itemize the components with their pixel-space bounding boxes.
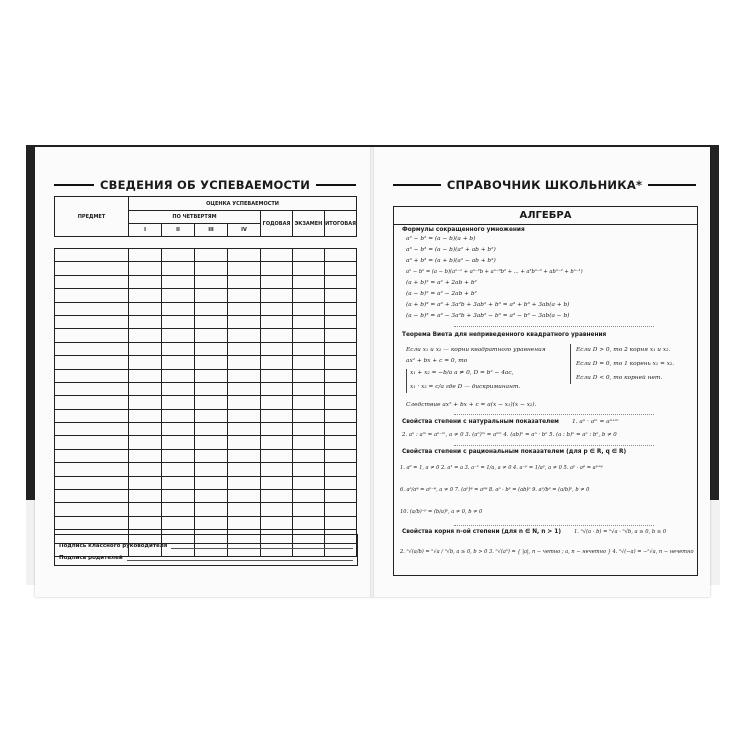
- grade-cell[interactable]: [195, 342, 228, 355]
- grade-cell[interactable]: [129, 503, 162, 516]
- sec2-line: ax² + bx + c = 0, то: [406, 358, 468, 364]
- vieta-brace: [406, 369, 407, 393]
- grade-cell[interactable]: [129, 302, 162, 315]
- grade-cell[interactable]: [228, 476, 261, 489]
- grade-cell[interactable]: [195, 275, 228, 288]
- grade-cell[interactable]: [325, 423, 357, 436]
- sec3-line: 2. aⁿ : aᵐ = aⁿ⁻ᵐ, a ≠ 0 3. (aⁿ)ᵐ = aⁿᵐ 4. (ab)ⁿ = aⁿ · bⁿ 5. (a : b)ⁿ = aⁿ : bⁿ, b ≠ 0: [402, 432, 617, 438]
- grade-cell[interactable]: [162, 463, 195, 476]
- grade-cell[interactable]: [162, 516, 195, 529]
- grade-cell[interactable]: [325, 369, 357, 382]
- grade-cell[interactable]: [293, 396, 325, 409]
- grade-cell[interactable]: [129, 409, 162, 422]
- sec2-right-line: Если D < 0, то корней нет.: [576, 375, 663, 381]
- grade-cell[interactable]: [162, 249, 195, 262]
- subject-cell[interactable]: [55, 315, 129, 328]
- signature-teacher-label: Подпись классного руководителя: [59, 543, 168, 549]
- grade-row: [55, 409, 357, 422]
- sec5-inline: 1. ⁿ√(a · b) = ⁿ√a · ⁿ√b, a ≥ 0, b ≥ 0: [574, 529, 667, 535]
- grade-cell[interactable]: [195, 516, 228, 529]
- grade-cell[interactable]: [293, 302, 325, 315]
- grade-cell[interactable]: [293, 275, 325, 288]
- grade-cell[interactable]: [195, 409, 228, 422]
- grade-cell[interactable]: [261, 275, 293, 288]
- grade-cell[interactable]: [261, 329, 293, 342]
- grade-row: [55, 302, 357, 315]
- grade-cell[interactable]: [228, 423, 261, 436]
- grade-cell[interactable]: [325, 249, 357, 262]
- sec4-line: 1. a⁰ = 1, a ≠ 0 2. a¹ = a 3. a⁻¹ = 1/a, a ≠ 0 4. a⁻ᵖ = 1/aᵖ, a ≠ 0 5. aᵖ · aᵠ = aᵖ⁺ᵠ: [400, 465, 603, 471]
- grade-cell[interactable]: [261, 449, 293, 462]
- grade-cell[interactable]: [162, 289, 195, 302]
- grade-row: [55, 490, 357, 503]
- sec1-formula: (a + b)² = a² + 2ab + b²: [406, 280, 477, 286]
- grade-cell[interactable]: [293, 356, 325, 369]
- grade-cell[interactable]: [129, 329, 162, 342]
- subject-cell[interactable]: [55, 463, 129, 476]
- col-final: ИТОГОВАЯ: [325, 211, 357, 237]
- grade-cell[interactable]: [195, 382, 228, 395]
- signature-box: [54, 534, 358, 566]
- grade-cell[interactable]: [195, 463, 228, 476]
- grade-row: [55, 275, 357, 288]
- sec4-title: Свойства степени с рациональным показателем (для p ∈ R, q ∈ R): [402, 449, 627, 455]
- grade-cell[interactable]: [228, 436, 261, 449]
- grade-row: [55, 396, 357, 409]
- grades-table-body: [55, 249, 357, 557]
- grade-cell[interactable]: [129, 423, 162, 436]
- grade-cell[interactable]: [228, 396, 261, 409]
- grade-cell[interactable]: [261, 302, 293, 315]
- grade-cell[interactable]: [129, 289, 162, 302]
- grade-row: [55, 436, 357, 449]
- grade-cell[interactable]: [162, 503, 195, 516]
- col-yearly: ГОДОВАЯ: [261, 211, 293, 237]
- sec1-formula: a³ − b³ = (a − b)(a² + ab + b²): [406, 247, 496, 253]
- sec4-line: 6. aᵖ/aᵠ = aᵖ⁻ᵠ, a ≠ 0 7. (aᵖ)ᵠ = aᵖᵠ 8. aᵖ · bᵖ = (ab)ᵖ 9. aᵖ/bᵖ = (a/b)ᵖ, b ≠ 0: [400, 487, 590, 493]
- subject-cell[interactable]: [55, 275, 129, 288]
- grade-cell[interactable]: [228, 342, 261, 355]
- grade-cell[interactable]: [261, 382, 293, 395]
- subject-cell[interactable]: [55, 382, 129, 395]
- grade-cell[interactable]: [195, 476, 228, 489]
- grade-cell[interactable]: [293, 409, 325, 422]
- grade-row: [55, 342, 357, 355]
- grades-table: [54, 196, 357, 557]
- grade-cell[interactable]: [261, 369, 293, 382]
- grade-cell[interactable]: [228, 490, 261, 503]
- grade-cell[interactable]: [228, 262, 261, 275]
- grade-cell[interactable]: [325, 342, 357, 355]
- grade-cell[interactable]: [325, 275, 357, 288]
- grade-cell[interactable]: [228, 302, 261, 315]
- grade-cell[interactable]: [325, 262, 357, 275]
- sec1-formula: (a + b)³ = a³ + 3a²b + 3ab² + b³ = a³ + b³ + 3ab(a + b): [406, 302, 570, 308]
- grade-cell[interactable]: [261, 476, 293, 489]
- grade-cell[interactable]: [228, 289, 261, 302]
- subject-cell[interactable]: [55, 490, 129, 503]
- grade-cell[interactable]: [261, 503, 293, 516]
- grade-cell[interactable]: [162, 449, 195, 462]
- grade-cell[interactable]: [261, 490, 293, 503]
- grade-row: [55, 449, 357, 462]
- grade-cell[interactable]: [129, 369, 162, 382]
- signature-teacher-row: [59, 539, 353, 549]
- grade-cell[interactable]: [261, 289, 293, 302]
- grade-cell[interactable]: [228, 449, 261, 462]
- subject-cell[interactable]: [55, 409, 129, 422]
- grade-row: [55, 516, 357, 529]
- signature-parents-label: Подпись родителей: [59, 555, 123, 561]
- grade-cell[interactable]: [293, 369, 325, 382]
- grade-cell[interactable]: [162, 409, 195, 422]
- grade-cell[interactable]: [325, 516, 357, 529]
- subject-cell[interactable]: [55, 262, 129, 275]
- grade-cell[interactable]: [129, 476, 162, 489]
- sec3-title: Свойства степени с натуральным показателем: [402, 419, 559, 425]
- grade-cell[interactable]: [261, 436, 293, 449]
- grade-cell[interactable]: [261, 423, 293, 436]
- sec1-formula: aⁿ − bⁿ = (a − b)(aⁿ⁻¹ + aⁿ⁻²b + aⁿ⁻³b² + ... + a²bⁿ⁻³ + abⁿ⁻² + bⁿ⁻¹): [406, 269, 583, 275]
- sec1-formula: (a − b)² = a² − 2ab + b²: [406, 291, 477, 297]
- grade-cell[interactable]: [325, 356, 357, 369]
- subject-cell[interactable]: [55, 476, 129, 489]
- grade-cell[interactable]: [325, 289, 357, 302]
- sec2-line: Если x₁ и x₂ — корни квадратного уравнения: [406, 347, 546, 353]
- grade-cell[interactable]: [195, 289, 228, 302]
- grade-cell[interactable]: [195, 396, 228, 409]
- grade-cell[interactable]: [293, 423, 325, 436]
- grade-row: [55, 369, 357, 382]
- grade-cell[interactable]: [261, 356, 293, 369]
- subject-cell[interactable]: [55, 449, 129, 462]
- sec5-title: Свойства корня n-ой степени (для n ∈ N, n > 1): [402, 529, 561, 535]
- grade-cell[interactable]: [195, 503, 228, 516]
- grade-cell[interactable]: [129, 315, 162, 328]
- subject-cell[interactable]: [55, 302, 129, 315]
- grade-cell[interactable]: [293, 329, 325, 342]
- grade-cell[interactable]: [195, 436, 228, 449]
- grade-cell[interactable]: [195, 423, 228, 436]
- grade-row: [55, 356, 357, 369]
- subject-cell[interactable]: [55, 396, 129, 409]
- grade-cell[interactable]: [325, 449, 357, 462]
- sec1-title: Формулы сокращенного умножения: [402, 227, 525, 233]
- grade-row: [55, 289, 357, 302]
- grade-cell[interactable]: [195, 449, 228, 462]
- grade-cell[interactable]: [162, 382, 195, 395]
- grade-cell[interactable]: [261, 315, 293, 328]
- sec2-title: Теорема Виета для неприведенного квадратного уравнения: [402, 332, 607, 338]
- subject-cell[interactable]: [55, 423, 129, 436]
- grade-cell[interactable]: [261, 262, 293, 275]
- col-exam: ЭКЗАМЕН: [293, 211, 325, 237]
- grade-cell[interactable]: [325, 503, 357, 516]
- grade-cell[interactable]: [325, 382, 357, 395]
- grade-cell[interactable]: [228, 382, 261, 395]
- col-grade-group: ОЦЕНКА УСПЕВАЕМОСТИ: [129, 197, 357, 211]
- grade-cell[interactable]: [325, 315, 357, 328]
- signature-parents-line[interactable]: [127, 559, 353, 561]
- grade-cell[interactable]: [293, 449, 325, 462]
- grade-cell[interactable]: [325, 476, 357, 489]
- grade-cell[interactable]: [325, 436, 357, 449]
- grade-cell[interactable]: [293, 463, 325, 476]
- subject-cell[interactable]: [55, 329, 129, 342]
- grade-cell[interactable]: [228, 329, 261, 342]
- grade-cell[interactable]: [195, 315, 228, 328]
- grade-cell[interactable]: [228, 463, 261, 476]
- grade-cell[interactable]: [228, 516, 261, 529]
- algebra-card: [393, 206, 698, 576]
- grade-cell[interactable]: [228, 369, 261, 382]
- col-quarter-2: II: [162, 224, 195, 237]
- grade-cell[interactable]: [129, 490, 162, 503]
- grade-cell[interactable]: [162, 275, 195, 288]
- grade-cell[interactable]: [261, 409, 293, 422]
- col-quarter-1: I: [129, 224, 162, 237]
- grade-cell[interactable]: [129, 516, 162, 529]
- grade-cell[interactable]: [162, 315, 195, 328]
- grade-cell[interactable]: [195, 356, 228, 369]
- subject-cell[interactable]: [55, 289, 129, 302]
- subject-cell[interactable]: [55, 436, 129, 449]
- grade-row: [55, 329, 357, 342]
- sec4-line: 10. (a/b)⁻ᵖ = (b/a)ᵖ, a ≠ 0, b ≠ 0: [400, 509, 483, 515]
- sec2-right-line: Если D = 0, то 1 корень x₁ = x₂.: [576, 361, 675, 367]
- page-spine: [370, 147, 374, 597]
- grade-row: [55, 423, 357, 436]
- sec3-title-formula: 1. aⁿ · aᵐ = aⁿ⁺ᵐ: [572, 419, 619, 425]
- grade-cell[interactable]: [261, 396, 293, 409]
- col-quarter-4: IV: [228, 224, 261, 237]
- grade-cell[interactable]: [162, 396, 195, 409]
- grade-cell[interactable]: [228, 249, 261, 262]
- signature-parents-row: [59, 551, 353, 561]
- grade-cell[interactable]: [325, 396, 357, 409]
- sec2-line: x₁ + x₂ = −b/a a ≠ 0, D = b² − 4ac,: [410, 370, 514, 376]
- grade-cell[interactable]: [162, 436, 195, 449]
- grade-cell[interactable]: [162, 329, 195, 342]
- sec1-formula: (a − b)³ = a³ − 3a²b + 3ab² − b³ = a³ − b³ − 3ab(a − b): [406, 313, 570, 319]
- subject-cell[interactable]: [55, 369, 129, 382]
- col-subject: ПРЕДМЕТ: [55, 197, 129, 237]
- grade-cell[interactable]: [162, 342, 195, 355]
- grade-cell[interactable]: [293, 503, 325, 516]
- subject-cell[interactable]: [55, 516, 129, 529]
- grade-cell[interactable]: [261, 463, 293, 476]
- sec2-divider: [570, 344, 571, 384]
- grade-cell[interactable]: [293, 315, 325, 328]
- sec2-line: Следствие ax² + bx + c = a(x − x₁)(x − x₂).: [406, 402, 537, 408]
- left-page-header: [54, 178, 356, 192]
- grade-cell[interactable]: [293, 342, 325, 355]
- sec1-formula: a³ + b³ = (a + b)(a² − ab + b²): [406, 258, 496, 264]
- grade-cell[interactable]: [162, 369, 195, 382]
- signature-teacher-line[interactable]: [171, 547, 353, 549]
- grade-cell[interactable]: [129, 436, 162, 449]
- grade-cell[interactable]: [228, 409, 261, 422]
- algebra-title: АЛГЕБРА: [519, 210, 572, 221]
- grade-cell[interactable]: [261, 342, 293, 355]
- grade-row: [55, 463, 357, 476]
- grade-cell[interactable]: [325, 302, 357, 315]
- grade-cell[interactable]: [293, 436, 325, 449]
- subject-cell[interactable]: [55, 342, 129, 355]
- right-page-title: СПРАВОЧНИК ШКОЛЬНИКА*: [446, 178, 643, 192]
- grade-cell[interactable]: [162, 423, 195, 436]
- left-page-title: СВЕДЕНИЯ ОБ УСПЕВАЕМОСТИ: [99, 178, 311, 192]
- grade-cell[interactable]: [325, 329, 357, 342]
- col-quarter-3: III: [195, 224, 228, 237]
- grade-cell[interactable]: [293, 249, 325, 262]
- grade-cell[interactable]: [162, 356, 195, 369]
- sec1-formula: a² − b² = (a − b)(a + b): [406, 236, 476, 242]
- grade-cell[interactable]: [195, 329, 228, 342]
- grade-cell[interactable]: [261, 249, 293, 262]
- grade-cell[interactable]: [261, 516, 293, 529]
- sec2-right-line: Если D > 0, то 2 корня x₁ и x₂.: [576, 347, 671, 353]
- grade-cell[interactable]: [293, 516, 325, 529]
- grade-cell[interactable]: [195, 262, 228, 275]
- subject-cell[interactable]: [55, 503, 129, 516]
- grade-cell[interactable]: [129, 275, 162, 288]
- grade-cell[interactable]: [162, 262, 195, 275]
- grade-cell[interactable]: [195, 302, 228, 315]
- right-page-header: [393, 178, 696, 192]
- grade-row: [55, 262, 357, 275]
- grade-cell[interactable]: [129, 342, 162, 355]
- grade-cell[interactable]: [228, 356, 261, 369]
- grade-row: [55, 503, 357, 516]
- col-quarters: ПО ЧЕТВЕРТЯМ: [129, 211, 261, 224]
- grade-cell[interactable]: [293, 490, 325, 503]
- grade-cell[interactable]: [162, 476, 195, 489]
- grade-cell[interactable]: [325, 490, 357, 503]
- grade-cell[interactable]: [129, 396, 162, 409]
- grade-cell[interactable]: [195, 490, 228, 503]
- grade-cell[interactable]: [129, 463, 162, 476]
- grade-cell[interactable]: [129, 356, 162, 369]
- grade-cell[interactable]: [293, 262, 325, 275]
- sec2-line: x₁ · x₂ = c/a где D — дискриминант.: [410, 384, 521, 390]
- grade-cell[interactable]: [228, 315, 261, 328]
- grade-cell[interactable]: [162, 490, 195, 503]
- grade-row: [55, 249, 357, 262]
- grade-row: [55, 476, 357, 489]
- grade-cell[interactable]: [293, 289, 325, 302]
- grade-cell[interactable]: [325, 463, 357, 476]
- grade-cell[interactable]: [129, 262, 162, 275]
- grade-cell[interactable]: [162, 302, 195, 315]
- grade-cell[interactable]: [129, 249, 162, 262]
- grade-cell[interactable]: [293, 476, 325, 489]
- grade-cell[interactable]: [293, 382, 325, 395]
- grade-cell[interactable]: [195, 369, 228, 382]
- grade-cell[interactable]: [325, 409, 357, 422]
- grade-cell[interactable]: [195, 249, 228, 262]
- grade-row: [55, 315, 357, 328]
- grade-cell[interactable]: [129, 382, 162, 395]
- subject-cell[interactable]: [55, 356, 129, 369]
- grade-cell[interactable]: [129, 449, 162, 462]
- grade-cell[interactable]: [228, 503, 261, 516]
- grade-cell[interactable]: [228, 275, 261, 288]
- subject-cell[interactable]: [55, 249, 129, 262]
- sec5-line: 2. ⁿ√(a/b) = ⁿ√a / ⁿ√b, a ≥ 0, b > 0 3. ⁿ√(aⁿ) = { |a|, n − четно ; a, n − нечетно } 4. ⁿ√(−a) = −ⁿ√a, n − нечетно: [400, 549, 694, 555]
- grade-row: [55, 382, 357, 395]
